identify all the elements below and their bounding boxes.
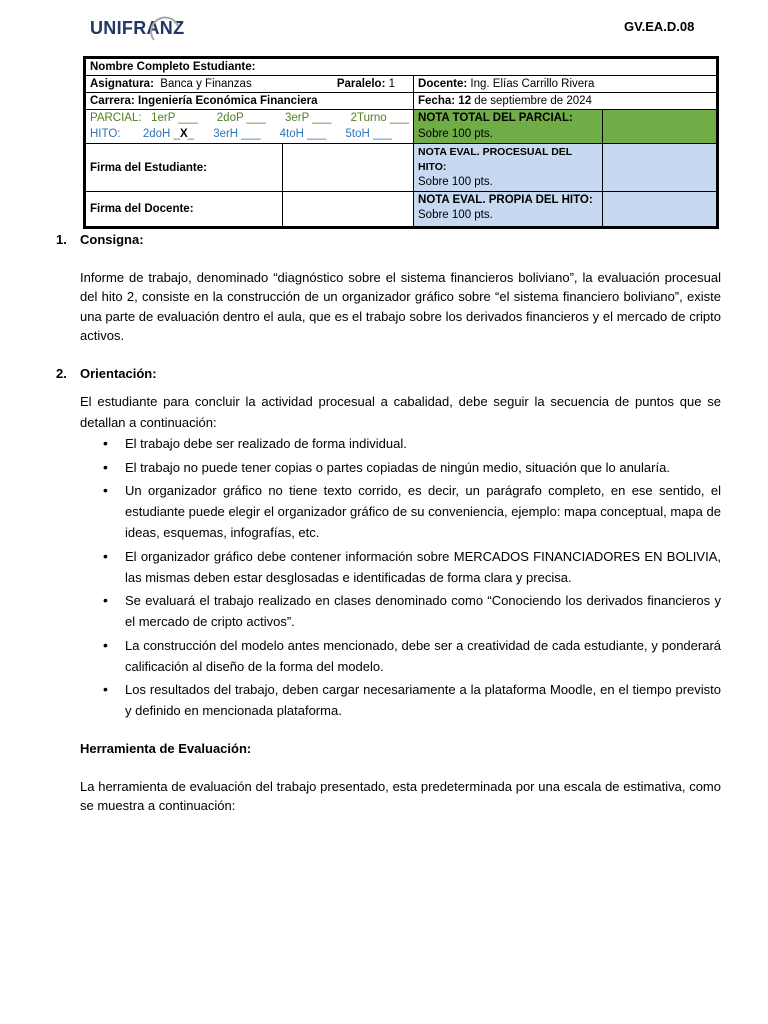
section-consigna-title: 1. Consigna: (56, 232, 144, 247)
list-item: • Se evaluará el trabajo realizado en clases denominado como “Conociendo los derivados financieros y el mercado de cripto activos”. (125, 590, 721, 632)
orientacion-bullet-list (125, 433, 721, 721)
firma-estudiante-field[interactable] (282, 144, 413, 192)
list-item: • El organizador gráfico debe contener información sobre MERCADOS FINANCIADORES EN BOLIVIA, las mismas deben estar desglosadas e identificadas de forma clara y precisa. (125, 546, 721, 588)
section-orientacion-intro: El estudiante para concluir la actividad procesual a cabalidad, debe seguir la secuencia de puntos que se detallan a continuación: (80, 394, 721, 430)
nota-propia-value-cell (603, 192, 718, 228)
teacher-cell: Docente: Ing. Elías Carrillo Rivera (414, 76, 718, 93)
date-cell: Fecha: 12 de septiembre de 2024 (414, 93, 718, 110)
parcial-hito-cell (85, 110, 414, 144)
career-cell: Carrera: Ingeniería Económica Financiera (85, 93, 414, 110)
section-herramienta-title: Herramienta de Evaluación: (80, 741, 252, 756)
nota-total-label-cell: NOTA TOTAL DEL PARCIAL: Sobre 100 pts. (414, 110, 603, 144)
list-item: • El trabajo debe ser realizado de forma individual. (125, 433, 721, 454)
section-herramienta-body: La herramienta de evaluación del trabajo presentado, esta predeterminada por una escala de estimativa, como se muestra a continuación: (80, 778, 721, 813)
document-code: GV.EA.D.08 (624, 19, 695, 34)
nota-procesual-label-cell: NOTA EVAL. PROCESUAL DEL HITO: Sobre 100 pts. (414, 144, 603, 192)
nota-procesual-value-cell (603, 144, 718, 192)
logo-text: UNIFRANZ (90, 18, 185, 38)
nota-propia-label-cell: NOTA EVAL. PROPIA DEL HITO: Sobre 100 pts. (414, 192, 603, 228)
unifranz-logo (90, 14, 185, 46)
firma-estudiante-label: Firma del Estudiante: (85, 144, 283, 192)
subject-cell: Asignatura: Banca y Finanzas Paralelo: 1 (85, 76, 414, 93)
list-item: • Los resultados del trabajo, deben cargar necesariamente a la plataforma Moodle, en el tiempo previsto y definido en mencionada plataforma. (125, 679, 721, 721)
nota-total-value-cell (603, 110, 718, 144)
firma-docente-label: Firma del Docente: (85, 192, 283, 228)
list-item: • El trabajo no puede tener copias o partes copiadas de ningún medio, situación que lo anularía. (125, 457, 721, 478)
header-form-table (83, 56, 719, 229)
document-body (56, 230, 721, 816)
logo-arc-icon (150, 14, 184, 48)
section-consigna-body: Informe de trabajo, denominado “diagnóstico sobre el sistema financieros boliviano”, la evaluación procesual del hito 2, consiste en la construcción de un organizador gráfico sobre “el sistema financiero boliviano”, existe una parte de evaluación dentro el aula, que es el trabajo sobre los derivados financieros y el mercado de cripto activos. (80, 269, 721, 343)
firma-docente-field[interactable] (282, 192, 413, 228)
list-item: • La construcción del modelo antes mencionado, debe ser a creatividad de cada estudiante, y ponderará calificación al diseño de la forma del modelo. (125, 635, 721, 677)
hito-2-mark: X (179, 127, 188, 140)
parcial-line: PARCIAL: 1erP ___ 2doP ___ 3erP ___ 2Turno ___ (90, 112, 410, 124)
section-orientacion-title: 2. Orientación: (56, 365, 157, 381)
hito-line: HITO: 2doH _X_ 3erH ___ 4toH ___ 5toH ___ (90, 127, 393, 140)
list-item: • Un organizador gráfico no tiene texto corrido, es decir, un parágrafo completo, en ese sentido, el estudiante puede elegir el organizador gráfico de su conveniencia, ejemplo: mapa conceptual, mapa de ideas, esquemas, infografías, etc. (125, 480, 721, 543)
student-name-cell: Nombre Completo Estudiante: (85, 58, 718, 76)
